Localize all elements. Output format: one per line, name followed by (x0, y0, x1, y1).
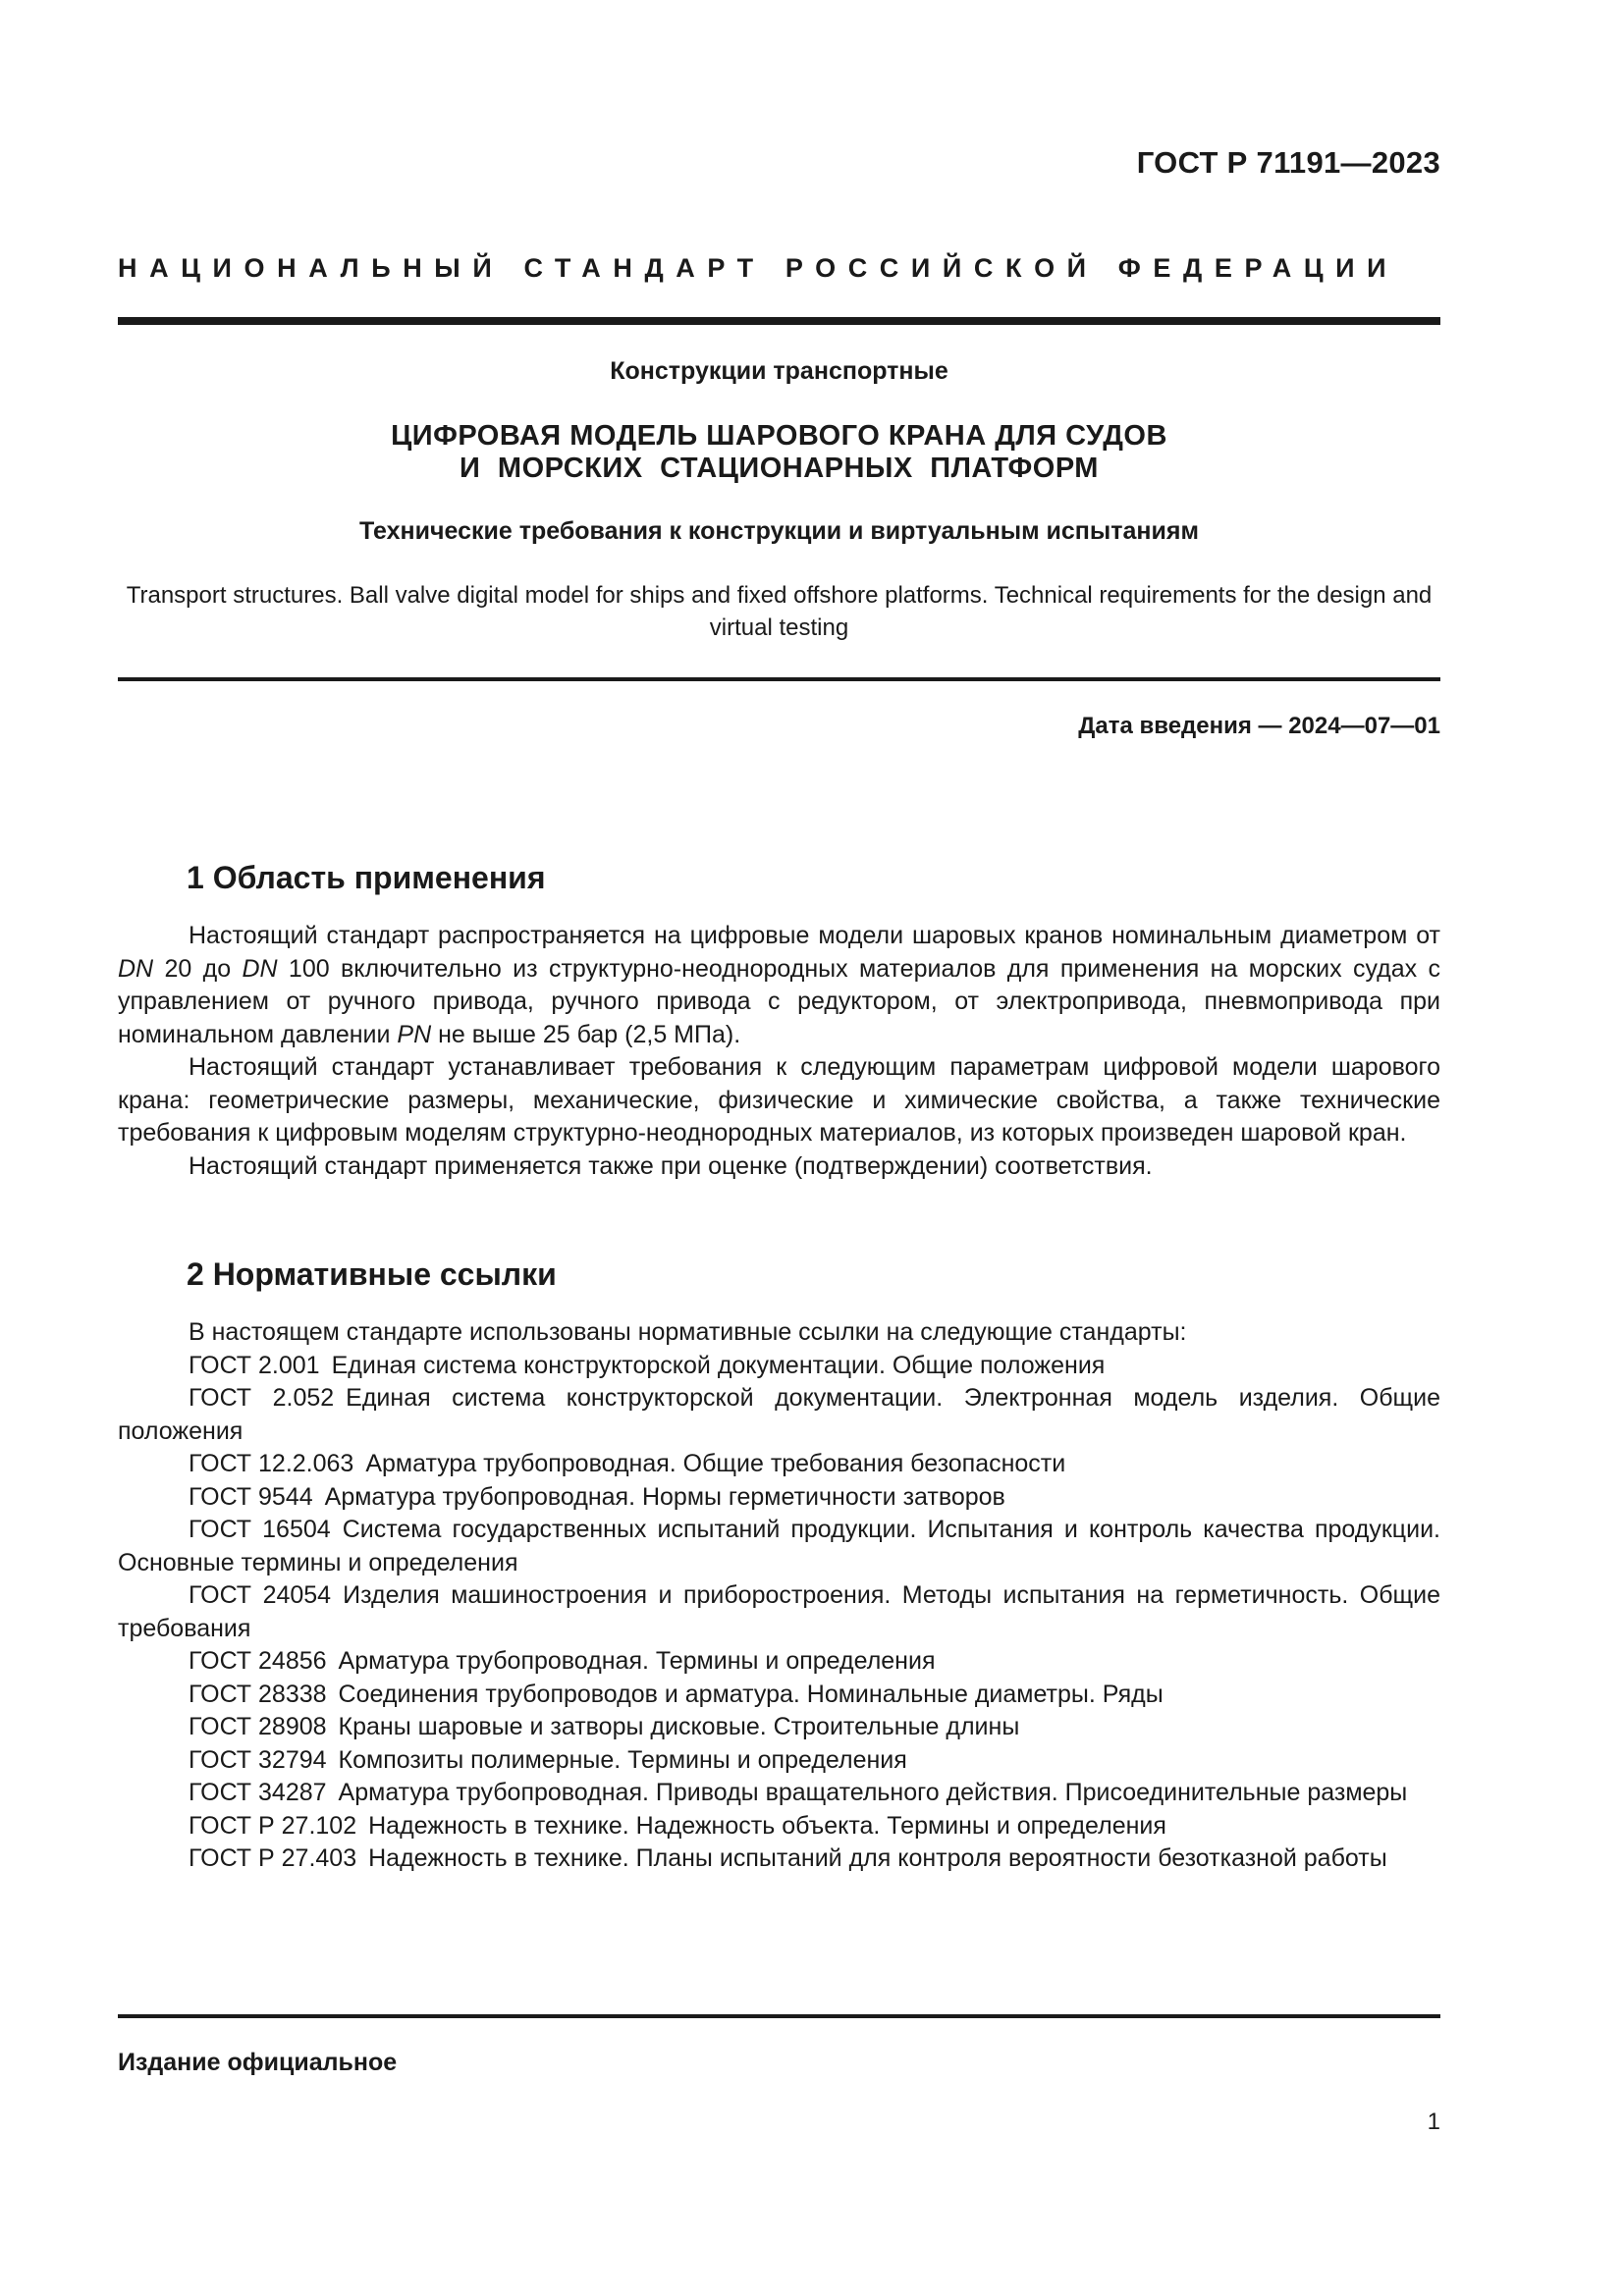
page-number: 1 (1427, 2109, 1440, 2135)
title-line-1: ЦИФРОВАЯ МОДЕЛЬ ШАРОВОГО КРАНА ДЛЯ СУДОВ (391, 420, 1167, 452)
reference-code: ГОСТ 16504 (189, 1516, 331, 1543)
reference-title: Единая система конструкторской документации. Общие положения (331, 1351, 1106, 1379)
pn-label: PN (397, 1020, 432, 1048)
reference-code: ГОСТ Р 27.102 (189, 1811, 357, 1840)
reference-code: ГОСТ 2.001 (189, 1351, 320, 1379)
dn-label: DN (242, 954, 278, 983)
reference-item (118, 1579, 1440, 1645)
reference-item (118, 1744, 1440, 1778)
paragraph-text: 100 включительно из структурно-неоднородных материалов для применения на морских судах с управлением от ручного привода, ручного привода с редуктором, от электропривода, пневмопривода при номинальном давлении (118, 954, 1440, 1048)
reference-code: ГОСТ 9544 (189, 1482, 313, 1511)
section-2-intro: В настоящем стандарте использованы нормативные ссылки на следующие стандарты: (189, 1318, 1187, 1346)
document-page (118, 0, 1440, 2296)
reference-title: Композиты полимерные. Термины и определения (338, 1745, 907, 1774)
reference-item (118, 1382, 1440, 1448)
top-divider (118, 317, 1440, 325)
reference-item (118, 1481, 1440, 1515)
reference-title: Краны шаровые и затворы дисковые. Строительные длины (338, 1713, 1020, 1740)
document-subject: Конструкции транспортные (610, 357, 948, 385)
reference-item (118, 1842, 1440, 1876)
footer-divider (118, 2014, 1440, 2018)
document-subtitle: Технические требования к конструкции и виртуальным испытаниям (359, 517, 1199, 545)
reference-item (118, 1645, 1440, 1679)
paragraph-text: Настоящий стандарт распространяется на цифровые модели шаровых кранов номинальным диаметром от (189, 922, 1440, 949)
reference-item (118, 1679, 1440, 1712)
reference-title: Арматура трубопроводная. Приводы вращательного действия. Присоединительные размеры (338, 1779, 1408, 1806)
reference-code: ГОСТ 12.2.063 (189, 1450, 354, 1477)
reference-code: ГОСТ 28908 (189, 1713, 327, 1740)
reference-title: Арматура трубопроводная. Общие требования безопасности (365, 1450, 1066, 1477)
reference-title: Надежность в технике. Надежность объекта. Термины и определения (368, 1811, 1166, 1840)
reference-item (118, 1350, 1440, 1383)
section-1-paragraph-2: Настоящий стандарт устанавливает требования к следующим параметрам цифровой модели шарового крана: геометрические размеры, механические, физические и химические свойства, а также технические требования к цифровым моделям структурно-неоднородных материалов, из которых произведен шаровой кран. (118, 1053, 1440, 1147)
reference-title: Единая система конструкторской документации. Электронная модель изделия. Общие положения (118, 1384, 1440, 1445)
reference-item (118, 1448, 1440, 1481)
document-id: ГОСТ Р 71191—2023 (1136, 145, 1440, 180)
section-2-body (118, 1316, 1440, 1876)
national-standard-header: НАЦИОНАЛЬНЫЙ СТАНДАРТ РОССИЙСКОЙ ФЕДЕРАЦИИ (118, 253, 1399, 283)
english-title: Transport structures. Ball valve digital model for ships and fixed offshore platforms. Technical requirements for the design and virtual testing (126, 582, 1433, 641)
paragraph-text: 20 до (153, 954, 243, 983)
section-1-paragraph-3: Настоящий стандарт применяется также при оценке (подтверждении) соответствия. (189, 1151, 1153, 1180)
edition-label: Издание официальное (118, 2049, 398, 2076)
references-list (118, 1350, 1440, 1876)
reference-code: ГОСТ 32794 (189, 1745, 327, 1774)
title-line-2: И МОРСКИХ СТАЦИОНАРНЫХ ПЛАТФОРМ (460, 453, 1099, 484)
section-1-heading: 1 Область применения (187, 860, 546, 895)
reference-title: Арматура трубопроводная. Нормы герметичности затворов (324, 1482, 1005, 1511)
section-2-heading: 2 Нормативные ссылки (187, 1256, 557, 1292)
reference-code: ГОСТ Р 27.403 (189, 1844, 357, 1872)
reference-title: Арматура трубопроводная. Термины и определения (338, 1647, 936, 1675)
reference-item (118, 1711, 1440, 1744)
title-divider (118, 677, 1440, 681)
reference-title: Изделия машиностроения и приборостроения. Методы испытания на герметичность. Общие требования (118, 1581, 1440, 1642)
reference-code: ГОСТ 28338 (189, 1680, 327, 1708)
reference-code: ГОСТ 34287 (189, 1779, 327, 1806)
reference-title: Система государственных испытаний продукции. Испытания и контроль качества продукции. Основные термины и определения (118, 1516, 1441, 1576)
section-1-paragraph-1 (118, 920, 1440, 1051)
document-title (118, 420, 1440, 485)
paragraph-text: не выше 25 бар (2,5 МПа). (431, 1020, 741, 1048)
reference-code: ГОСТ 2.052 (189, 1384, 335, 1412)
dn-label: DN (118, 954, 154, 983)
reference-item (118, 1514, 1440, 1579)
reference-item (118, 1810, 1440, 1843)
introduction-date: Дата введения — 2024—07—01 (1078, 713, 1440, 739)
section-1-body (118, 920, 1440, 1183)
reference-item (118, 1777, 1440, 1810)
reference-code: ГОСТ 24856 (189, 1647, 327, 1675)
reference-title: Соединения трубопроводов и арматура. Номинальные диаметры. Ряды (338, 1680, 1164, 1708)
reference-code: ГОСТ 24054 (189, 1581, 332, 1609)
reference-title: Надежность в технике. Планы испытаний для контроля вероятности безотказной работы (368, 1844, 1387, 1872)
